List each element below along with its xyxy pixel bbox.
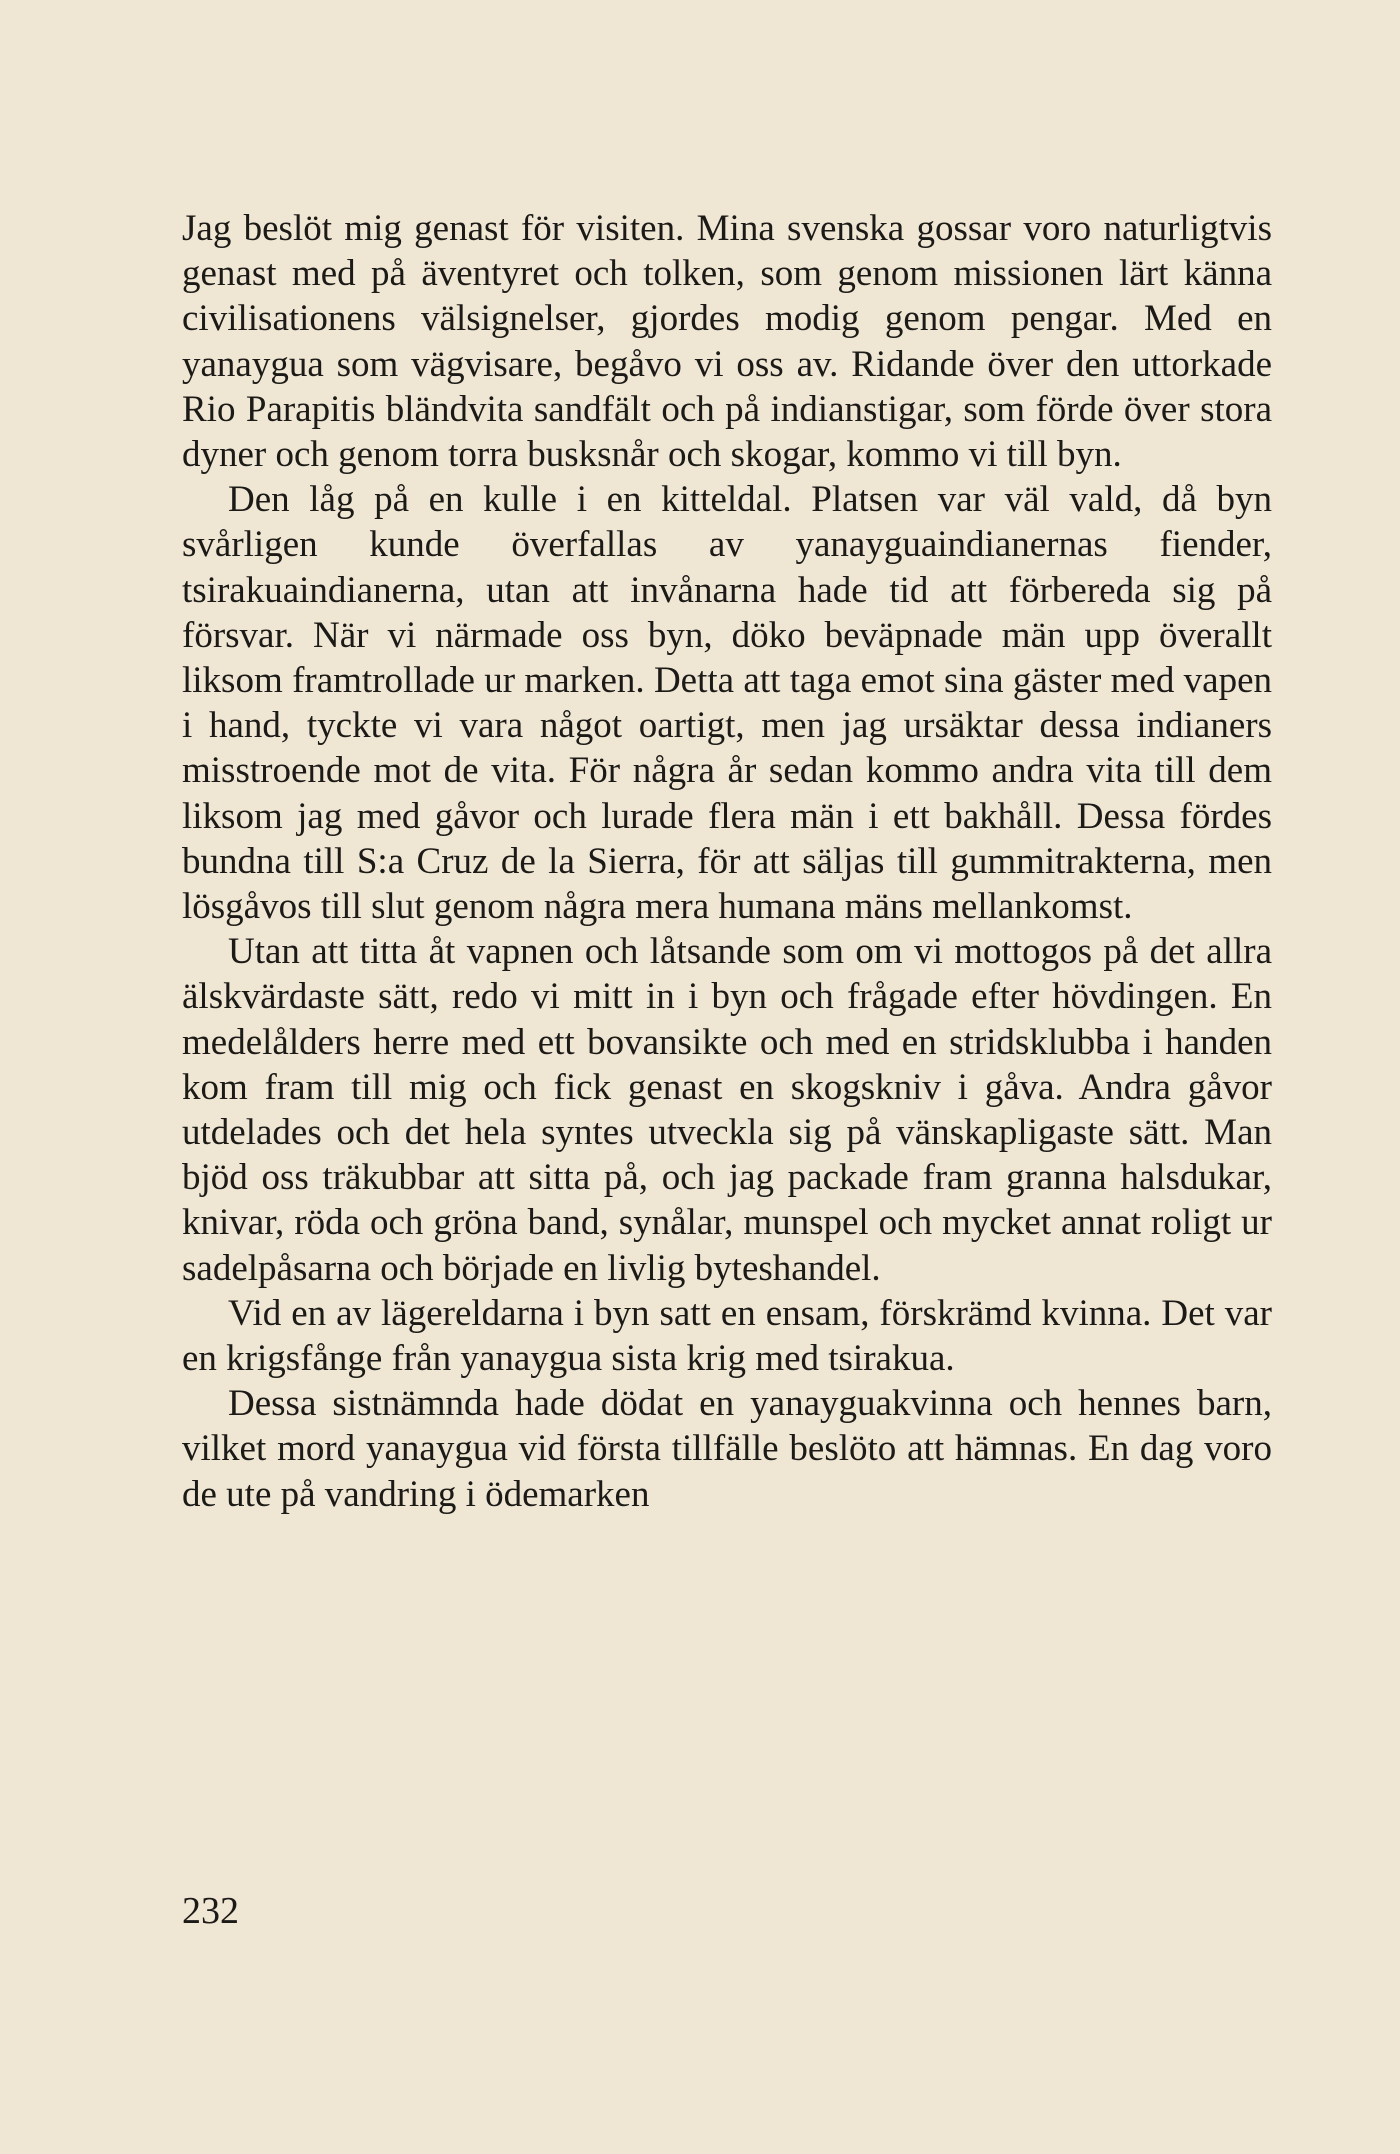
paragraph: Den låg på en kulle i en kitteldal. Platsen var väl vald, då byn svårligen kunde överfallas av yanayguaindianernas fiender, tsirakuaindianerna, utan att invånarna hade tid att förbereda sig på försvar. När vi närmade oss byn, döko beväpnade män upp överallt liksom framtrollade ur marken. Detta att taga emot sina gäster med vapen i hand, tyckte vi vara något oartigt, men jag ursäktar dessa indianers misstroende mot de vita. För några år sedan kommo andra vita till dem liksom jag med gåvor och lurade flera män i ett bakhåll. Dessa fördes bundna till S:a Cruz de la Sierra, för att säljas till gummitrakterna, men lösgåvos till slut genom några mera humana mäns mellankomst. [182, 479, 1272, 928]
paragraph: Jag beslöt mig genast för visiten. Mina svenska gossar voro naturligtvis genast med på äventyret och tolken, som genom missionen lärt känna civilisationens välsignelser, gjordes modig genom pengar. Med en yanaygua som vägvisare, begåvo vi oss av. Ridande över den uttorkade Rio Parapitis bländvita sandfält och på indianstigar, som förde över stora dyner och genom torra busksnår och skogar, kommo vi till byn. [182, 208, 1272, 476]
paragraph: Utan att titta åt vapnen och låtsande som om vi mottogos på det allra älskvärdaste sätt, redo vi mitt in i byn och frågade efter hövdingen. En medelålders herre med ett bovansikte och med en stridsklubba i handen kom fram till mig och fick genast en skogskniv i gåva. Andra gåvor utdelades och det hela syntes utveckla sig på vänskapligaste sätt. Man bjöd oss träkubbar att sitta på, och jag packade fram granna halsdukar, knivar, röda och gröna band, synålar, munspel och mycket annat roligt ur sadelpåsarna och började en livlig byteshandel. [182, 931, 1272, 1289]
page-number: 232 [182, 1890, 239, 1932]
body-text [182, 206, 1272, 1517]
paragraph: Dessa sistnämnda hade dödat en yanayguakvinna och hennes barn, vilket mord yanaygua vid första tillfälle beslöto att hämnas. En dag voro de ute på vandring i ödemarken [182, 1383, 1272, 1515]
paragraph: Vid en av lägereldarna i byn satt en ensam, förskrämd kvinna. Det var en krigsfånge från yanaygua sista krig med tsirakua. [182, 1292, 1272, 1380]
